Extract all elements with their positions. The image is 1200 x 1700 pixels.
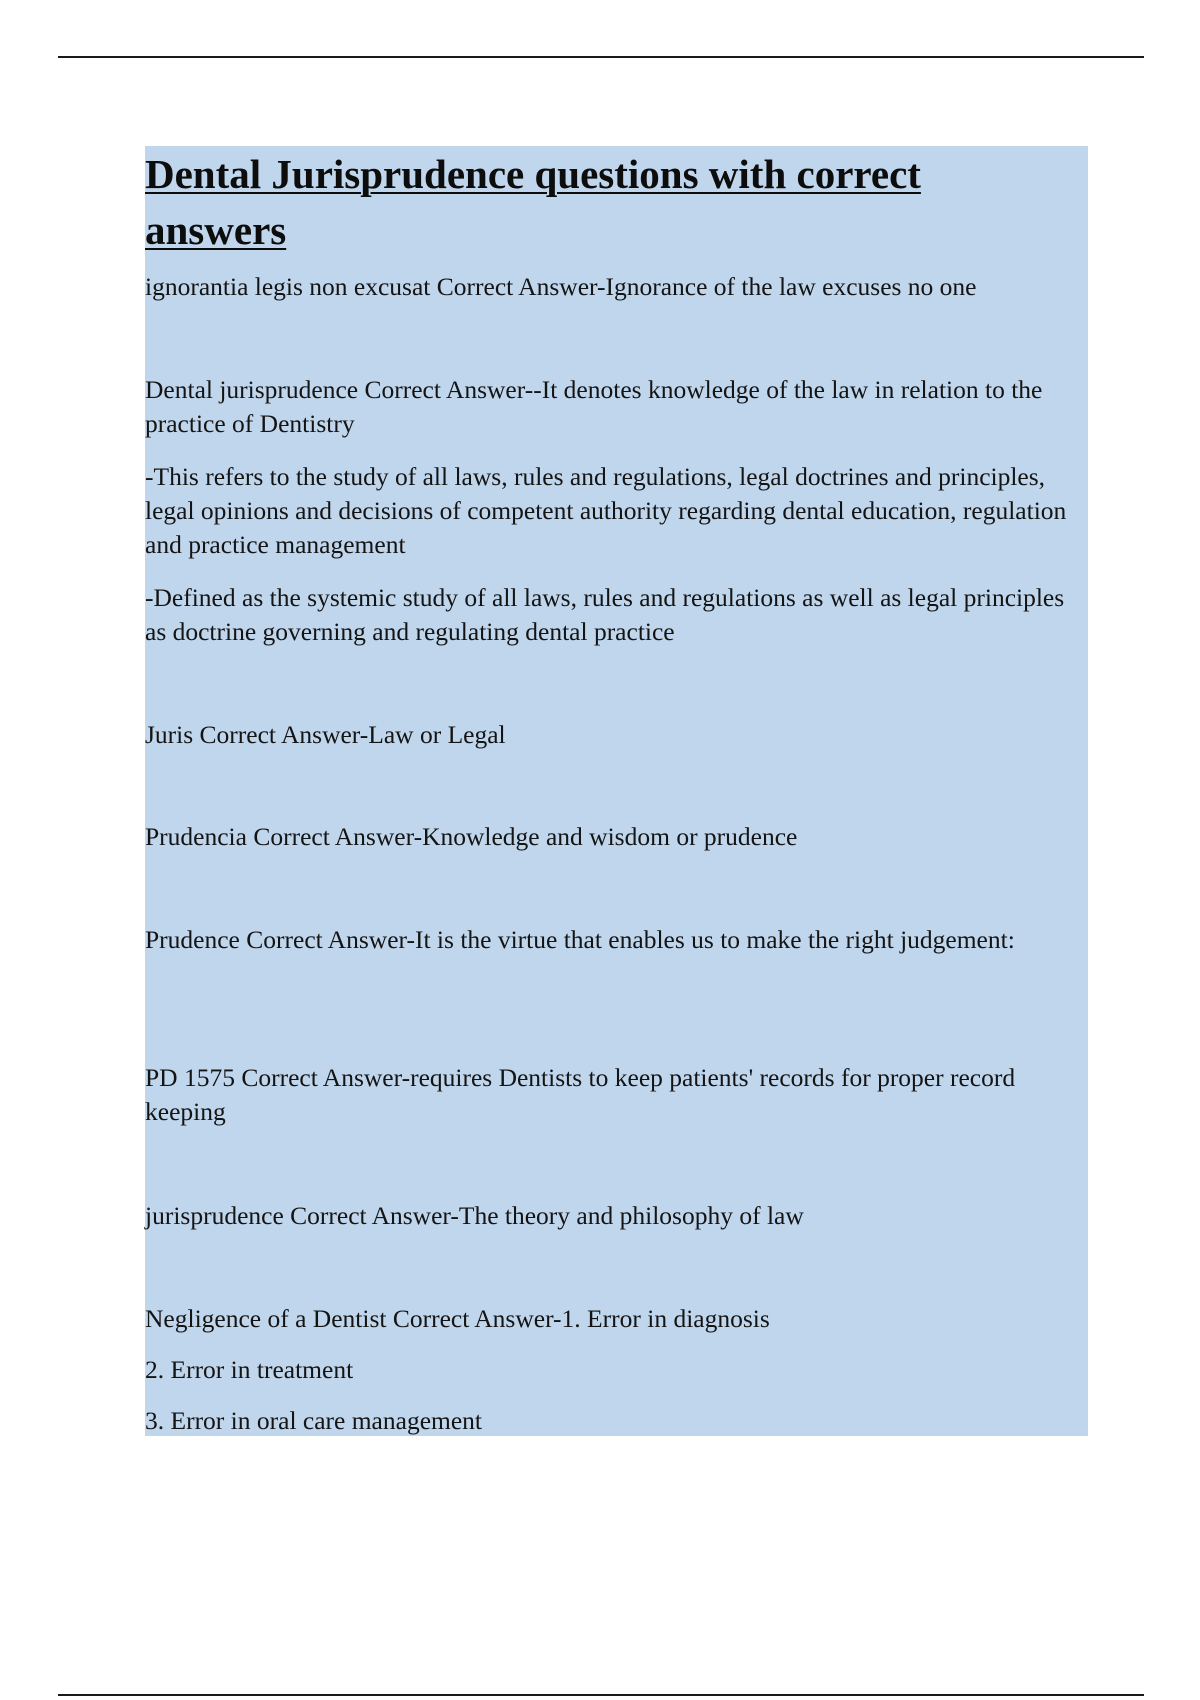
entry-error-oral-care: 3. Error in oral care management <box>145 1406 483 1435</box>
highlighted-content-panel <box>145 146 1088 1436</box>
entry-systemic-definition: -Defined as the systemic study of all laws, rules and regulations as well as legal principles as doctrine governing and regulating dental practice <box>145 583 1065 646</box>
entry-ignorantia: ignorantia legis non excusat Correct Answer-Ignorance of the law excuses no one <box>145 272 977 301</box>
entry-negligence: Negligence of a Dentist Correct Answer-1. Error in diagnosis <box>145 1304 770 1333</box>
entry-pd-1575: PD 1575 Correct Answer-requires Dentists to keep patients' records for proper record keeping <box>145 1063 1016 1126</box>
footer-rule <box>58 1694 1144 1696</box>
entry-juris: Juris Correct Answer-Law or Legal <box>145 720 506 749</box>
entry-dental-jurisprudence: Dental jurisprudence Correct Answer--It denotes knowledge of the law in relation to the practice of Dentistry <box>145 375 1043 438</box>
entry-prudencia: Prudencia Correct Answer-Knowledge and wisdom or prudence <box>145 822 798 851</box>
entry-study-definition: -This refers to the study of all laws, rules and regulations, legal doctrines and principles, legal opinions and decisions of competent authority regarding dental education, regulation and practice management <box>145 462 1067 559</box>
header-rule <box>58 56 1144 58</box>
entry-error-treatment: 2. Error in treatment <box>145 1355 354 1384</box>
entry-jurisprudence: jurisprudence Correct Answer-The theory and philosophy of law <box>145 1201 804 1230</box>
document-title: Dental Jurisprudence questions with correct answers <box>145 151 921 253</box>
entry-prudence: Prudence Correct Answer-It is the virtue that enables us to make the right judgement: <box>145 925 1015 954</box>
